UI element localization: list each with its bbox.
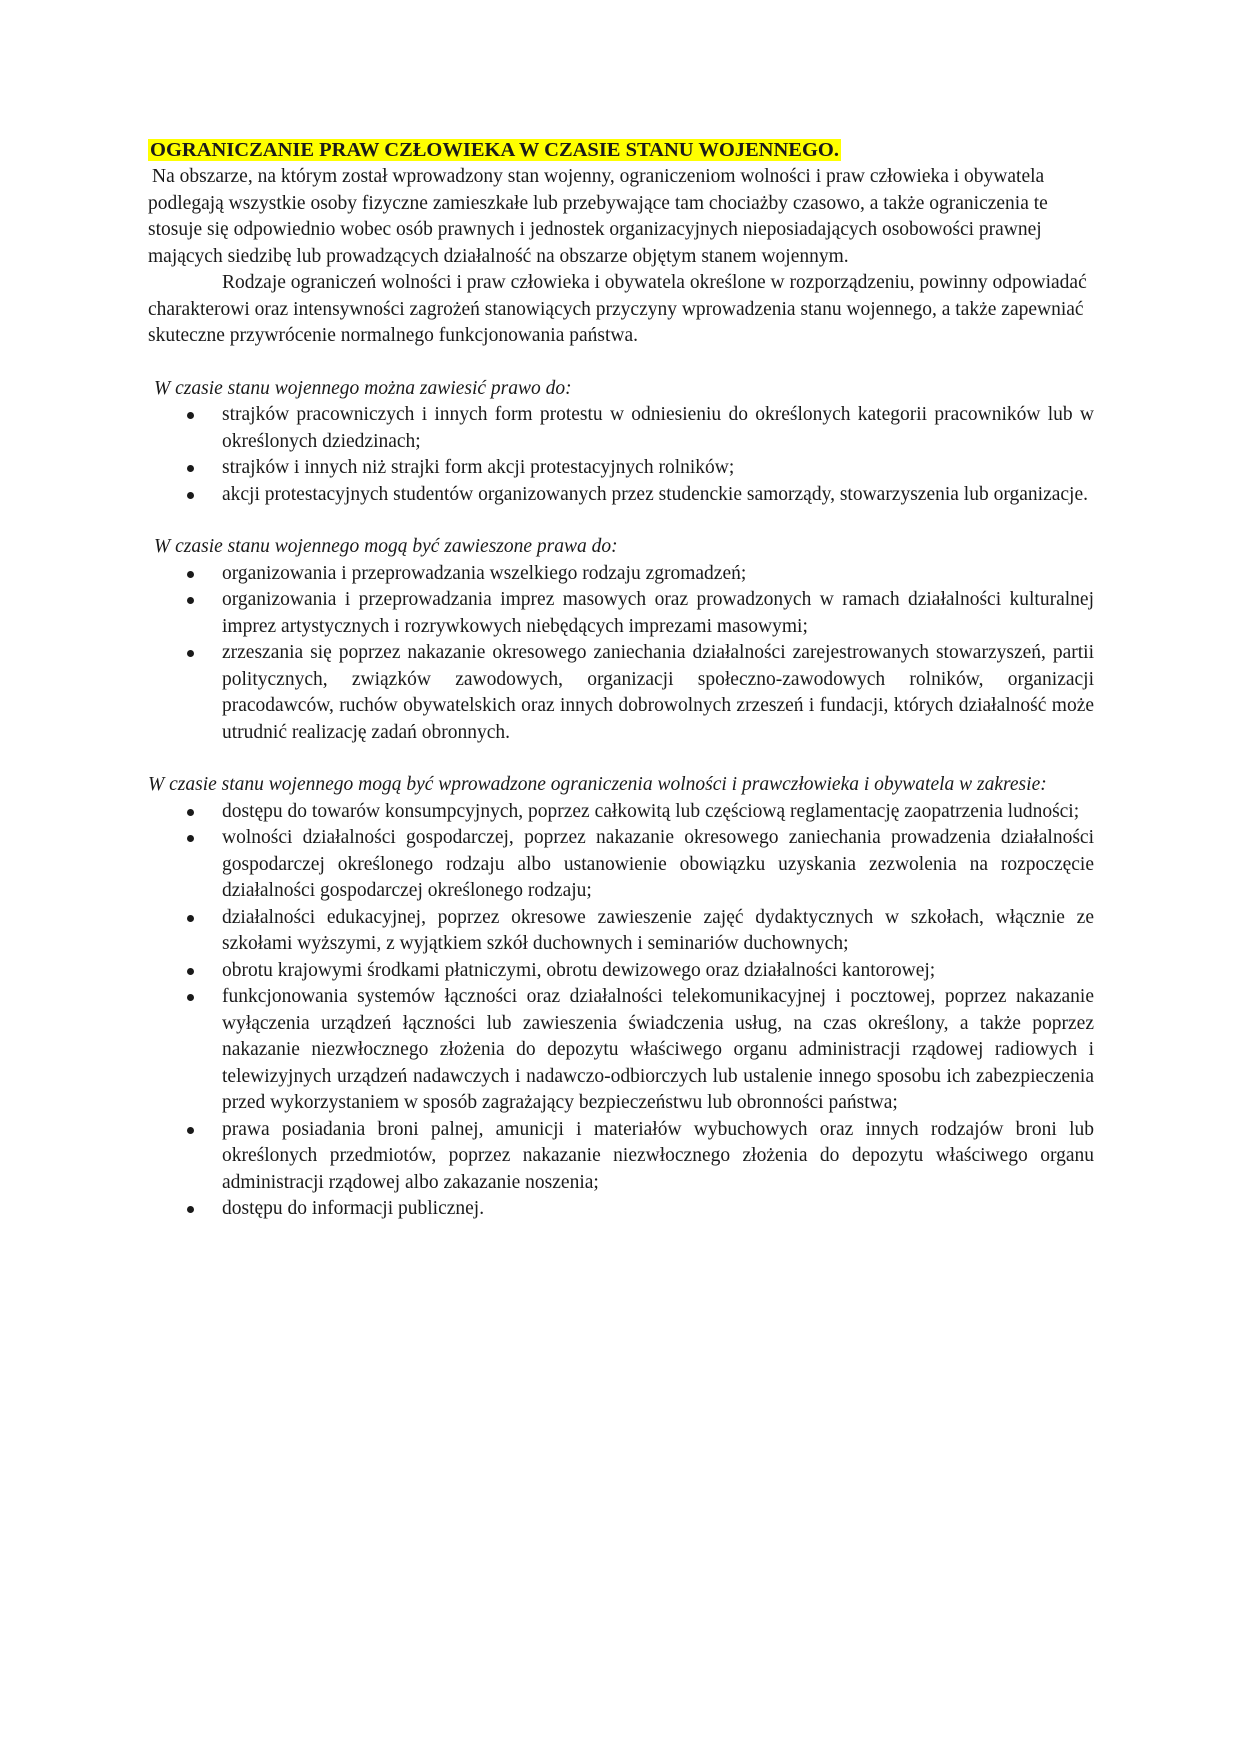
- intro-paragraph: Na obszarze, na którym został wprowadzony stan wojenny, ograniczeniom wolności i praw człowieka i obywatela podlegają wszystkie osoby fizyczne zamieszkałe lub przebywające tam chociażby czasowo, a także ograniczenia te stosuje się odpowiednio wobec osób prawnych i jednostek organizacyjnych nieposiadających osobowości prawnej mających siedzibę lub prowadzących działalność na obszarze objętym stanem wojennym.: [148, 166, 1048, 267]
- list-item: obrotu krajowymi środkami płatniczymi, obrotu dewizowego oraz działalności kantorowej;: [222, 958, 1094, 985]
- bullet-icon: [187, 835, 194, 842]
- bullet-icon: [187, 492, 194, 499]
- bullet-icon: [187, 412, 194, 419]
- list-item: strajków i innych niż strajki form akcji protestacyjnych rolników;: [222, 455, 1094, 482]
- section-2-list: [148, 561, 1094, 747]
- bullet-icon: [187, 597, 194, 604]
- list-item: organizowania i przeprowadzania imprez masowych oraz prowadzonych w ramach działalności kulturalnej imprez artystycznych i rozrywkowych niebędących imprezami masowymi;: [222, 587, 1094, 640]
- list-item: organizowania i przeprowadzania wszelkiego rodzaju zgromadzeń;: [222, 561, 1094, 588]
- list-item: funkcjonowania systemów łączności oraz działalności telekomunikacyjnej i pocztowej, poprzez nakazanie wyłączenia urządzeń łączności lub zawieszenia świadczenia usług, na czas określony, a także poprzez nakazanie niezwłocznego złożenia do depozytu właściwego organu administracji rządowej radiowych i telewizyjnych urządzeń nadawczych i nadawczo-odbiorczych lub ustalenie innego sposobu ich zabezpieczenia przed wykorzystaniem w sposób zagrażający bezpieczeństwu lub obronności państwa;: [222, 984, 1094, 1117]
- bullet-icon: [187, 650, 194, 657]
- section-3-heading: W czasie stanu wojennego mogą być wprowadzone ograniczenia wolności i prawczłowieka i obywatela w zakresie:: [148, 774, 1047, 795]
- bullet-icon: [187, 1206, 194, 1213]
- bullet-icon: [187, 809, 194, 816]
- bullet-icon: [187, 465, 194, 472]
- document-page: [148, 136, 1094, 1223]
- list-item: strajków pracowniczych i innych form protestu w odniesieniu do określonych kategorii pracowników lub w określonych dziedzinach;: [222, 402, 1094, 455]
- list-item: akcji protestacyjnych studentów organizowanych przez studenckie samorządy, stowarzyszenia lub organizacje.: [222, 482, 1094, 509]
- section-1-list: [148, 402, 1094, 508]
- bullet-icon: [187, 915, 194, 922]
- bullet-icon: [187, 994, 194, 1001]
- list-item: zrzeszania się poprzez nakazanie okresowego zaniechania działalności zarejestrowanych stowarzyszeń, partii politycznych, związków zawodowych, organizacji społeczno-zawodowych rolników, organizacji pracodawców, ruchów obywatelskich oraz innych dobrowolnych zrzeszeń i fundacji, których działalność może utrudnić realizację zadań obronnych.: [222, 640, 1094, 746]
- second-paragraph: Rodzaje ograniczeń wolności i praw człowieka i obywatela określone w rozporządzeniu, powinny odpowiadać charakterowi oraz intensywności zagrożeń stanowiących przyczyny wprowadzenia stanu wojennego, a także zapewniać skuteczne przywrócenie normalnego funkcjonowania państwa.: [148, 272, 1087, 346]
- section-3-list: [148, 799, 1094, 1223]
- list-item: działalności edukacyjnej, poprzez okresowe zawieszenie zajęć dydaktycznych w szkołach, włącznie ze szkołami wyższymi, z wyjątkiem szkół duchownych i seminariów duchownych;: [222, 905, 1094, 958]
- bullet-icon: [187, 571, 194, 578]
- section-2-heading: W czasie stanu wojennego mogą być zawieszone prawa do:: [154, 536, 618, 557]
- list-item: wolności działalności gospodarczej, poprzez nakazanie okresowego zaniechania prowadzenia działalności gospodarczej określonego rodzaju albo ustanowienie obowiązku uzyskania zezwolenia na rozpoczęcie działalności gospodarczej określonego rodzaju;: [222, 825, 1094, 905]
- list-item: dostępu do informacji publicznej.: [222, 1196, 1094, 1223]
- section-1-heading: W czasie stanu wojennego można zawiesić prawo do:: [154, 377, 572, 399]
- list-item: prawa posiadania broni palnej, amunicji i materiałów wybuchowych oraz innych rodzajów broni lub określonych przedmiotów, poprzez nakazanie niezwłocznego złożenia do depozytu właściwego organu administracji rządowej albo zakazanie noszenia;: [222, 1117, 1094, 1197]
- bullet-icon: [187, 1127, 194, 1134]
- bullet-icon: [187, 968, 194, 975]
- title-highlight: OGRANICZANIE PRAW CZŁOWIEKA W CZASIE STANU WOJENNEGO.: [150, 139, 839, 161]
- list-item: dostępu do towarów konsumpcyjnych, poprzez całkowitą lub częściową reglamentację zaopatrzenia ludności;: [222, 799, 1094, 826]
- document-title: [148, 136, 1094, 164]
